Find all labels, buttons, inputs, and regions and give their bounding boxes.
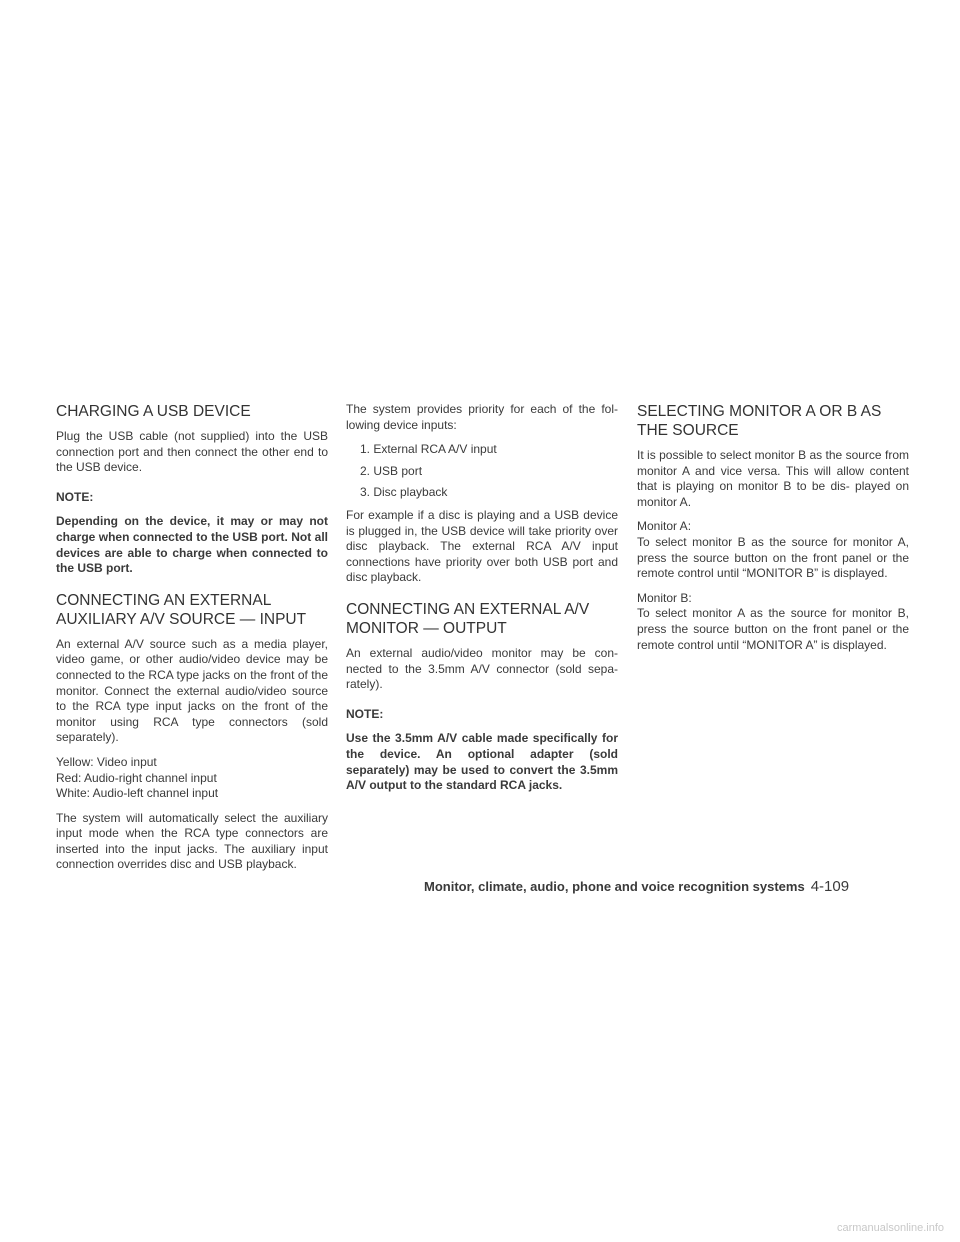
charging-body: Plug the USB cable (not supplied) into the USB connection port and then connect the other end to the USB device.	[56, 429, 328, 475]
watermark	[0, 1222, 960, 1242]
charging-note-text: Depending on the device, it may or may not charge when connected to the USB port. Not all devices are able to charge when connected to the USB port.	[56, 514, 328, 576]
aux-yellow: Yellow: Video input	[56, 754, 157, 769]
select-monitor-body: It is possible to select monitor B as the source from monitor A and vice versa. This will allow content that is playing on monitor B to be dis- played on monitor A.	[637, 448, 909, 509]
priority-intro: The system provides priority for each of the fol- lowing device inputs:	[346, 402, 618, 432]
priority-item-1: 1. External RCA A/V input	[360, 442, 497, 457]
priority-item-3: 3. Disc playback	[360, 485, 448, 500]
heading-aux-input-line2: AUXILIARY A/V SOURCE — INPUT	[56, 610, 307, 628]
monitor-a-block	[637, 519, 909, 581]
priority-item-2: 2. USB port	[360, 463, 423, 478]
heading-monitor-output-line2: MONITOR — OUTPUT	[346, 619, 507, 637]
monitor-b-label: Monitor B:	[637, 590, 692, 605]
priority-list	[346, 442, 618, 501]
heading-aux-input-line1: CONNECTING AN EXTERNAL	[56, 591, 272, 609]
monitor-output-body: An external audio/video monitor may be con- nected to the 3.5mm A/V connector (sold sepa- rately).	[346, 645, 618, 692]
column-3	[637, 402, 909, 662]
heading-monitor-output	[346, 600, 618, 638]
footer-chapter-title: Monitor, climate, audio, phone and voice recognition systems	[424, 879, 805, 894]
aux-input-colors	[56, 755, 328, 802]
aux-input-body2: The system will automatically select the auxiliary input mode when the RCA type connectors are inserted into the input jacks. The auxiliary input connection overrides disc and USB playback.	[56, 810, 328, 872]
monitor-output-note-text: Use the 3.5mm A/V cable made specifically for the device. An optional adapter (sold separately) may be used to convert the 3.5mm A/V output to the standard RCA jacks.	[346, 731, 618, 793]
aux-red: Red: Audio-right channel input	[56, 770, 217, 785]
aux-white: White: Audio-left channel input	[56, 786, 219, 801]
monitor-output-note-label: NOTE:	[346, 706, 384, 721]
aux-input-body1: An external A/V source such as a media player, video game, or other audio/video device may be connected to the RCA type jacks on the front of the monitor. Connect the external audio/video source to the RCA type input jacks on the front of the monitor using RCA type connectors (sold separately).	[56, 636, 328, 745]
page-footer	[424, 878, 849, 895]
priority-body: For example if a disc is playing and a USB device is plugged in, the USB device will take priority over disc playback. The external RCA A/V input connections have priority over both USB port and disc playback.	[346, 507, 618, 585]
monitor-b-block	[637, 591, 909, 653]
heading-select-monitor-line2: THE SOURCE	[637, 422, 739, 439]
monitor-b-text: To select monitor A as the source for monitor B, press the source button on the front panel or the remote control until “MONITOR A” is displayed.	[637, 606, 909, 652]
heading-monitor-output-line1: CONNECTING AN EXTERNAL A/V	[346, 600, 590, 618]
heading-aux-input	[56, 591, 328, 629]
charging-note-label: NOTE:	[56, 489, 94, 504]
heading-select-monitor	[637, 402, 909, 440]
monitor-a-text: To select monitor B as the source for monitor A, press the source button on the front panel or the remote control until “MONITOR B” is displayed.	[637, 534, 909, 581]
column-1	[56, 402, 328, 882]
heading-charging: CHARGING A USB DEVICE	[56, 403, 251, 420]
monitor-a-label: Monitor A:	[637, 519, 692, 534]
footer-page-number: 4-109	[810, 878, 850, 895]
column-2	[346, 402, 618, 803]
heading-select-monitor-line1: SELECTING MONITOR A OR B AS	[637, 403, 882, 420]
watermark-text: carmanualsonline.info	[836, 1222, 944, 1234]
